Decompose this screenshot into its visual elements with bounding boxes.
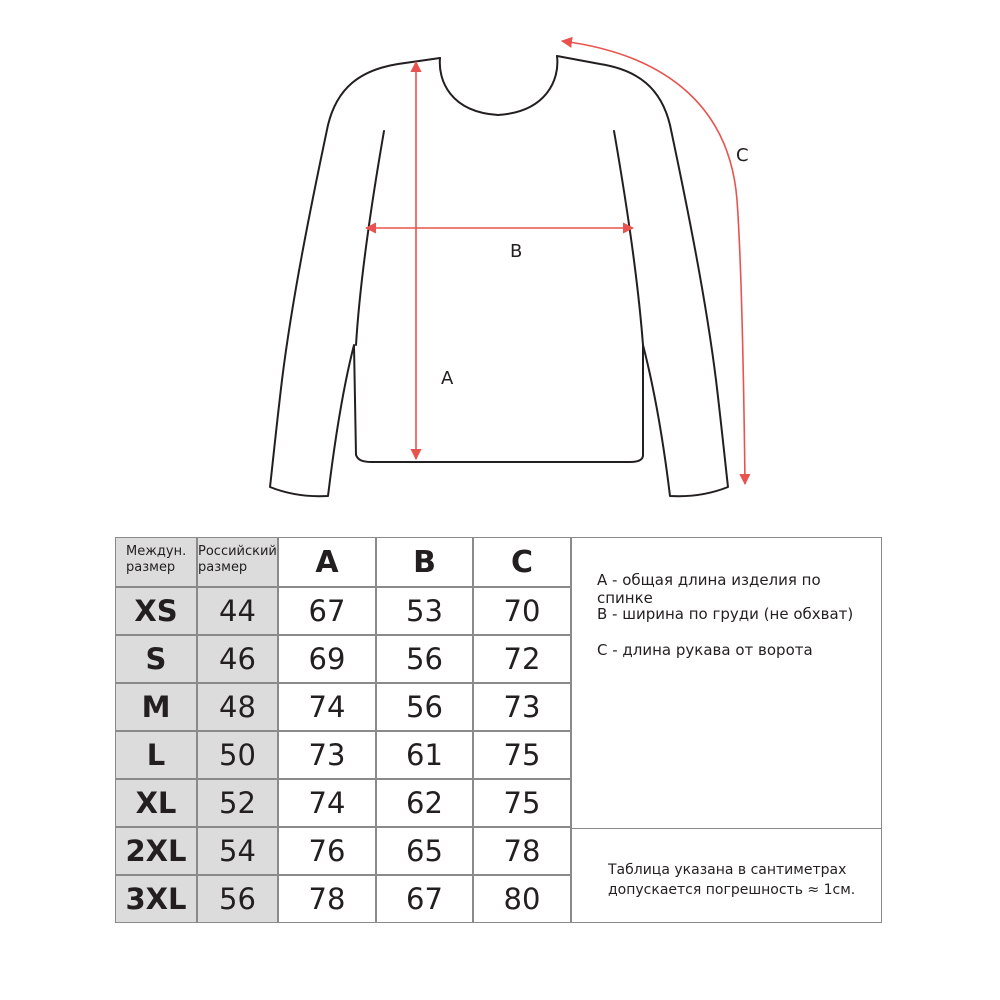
cell-c: 75 [473,779,571,827]
label-c: C [736,145,749,166]
cell-b: 67 [376,875,473,923]
cell-c: 80 [473,875,571,923]
cell-ru-size: 44 [197,587,278,635]
header-ru-line1: Российский [198,544,277,559]
header-intl-line1: Междун. [126,544,187,559]
cell-b: 53 [376,587,473,635]
cell-c: 70 [473,587,571,635]
cell-intl-size: 2XL [115,827,197,875]
cell-c: 78 [473,827,571,875]
legend-a: А - общая длина изделия по спинке [597,571,821,607]
legend-panel [571,537,882,923]
cell-ru-size: 56 [197,875,278,923]
cell-intl-size: XS [115,587,197,635]
cell-ru-size: 52 [197,779,278,827]
measurement-arrows [366,41,745,484]
cell-intl-size: M [115,683,197,731]
footnote-line1: Таблица указана в сантиметрах [608,862,847,878]
cell-a: 78 [278,875,376,923]
footnote [608,860,855,900]
header-col-c: C [473,537,571,587]
cell-a: 74 [278,683,376,731]
header-col-b: B [376,537,473,587]
cell-c: 72 [473,635,571,683]
legend-c: С - длина рукава от ворота [597,641,813,659]
cell-b: 56 [376,635,473,683]
cell-c: 75 [473,731,571,779]
cell-c: 73 [473,683,571,731]
cell-intl-size: 3XL [115,875,197,923]
header-intl-size [115,537,197,587]
cell-ru-size: 48 [197,683,278,731]
cell-ru-size: 54 [197,827,278,875]
cell-intl-size: S [115,635,197,683]
header-ru-line2: размер [198,560,248,575]
cell-b: 65 [376,827,473,875]
legend-b: В - ширина по груди (не обхват) [597,605,854,623]
cell-a: 76 [278,827,376,875]
cell-a: 69 [278,635,376,683]
cell-a: 73 [278,731,376,779]
header-intl-line2: размер [126,560,176,575]
legend-divider [572,828,881,829]
header-col-a: A [278,537,376,587]
header-ru-size [197,537,278,587]
cell-b: 56 [376,683,473,731]
label-a: A [441,368,454,389]
size-table [115,537,882,923]
cell-b: 61 [376,731,473,779]
cell-intl-size: L [115,731,197,779]
arrow-c [562,41,745,484]
cell-a: 67 [278,587,376,635]
label-b: B [510,241,523,262]
footnote-line2: допускается погрешность ≈ 1см. [608,882,856,898]
cell-b: 62 [376,779,473,827]
sweater-outline [270,56,728,496]
cell-a: 74 [278,779,376,827]
cell-ru-size: 46 [197,635,278,683]
cell-intl-size: XL [115,779,197,827]
cell-ru-size: 50 [197,731,278,779]
